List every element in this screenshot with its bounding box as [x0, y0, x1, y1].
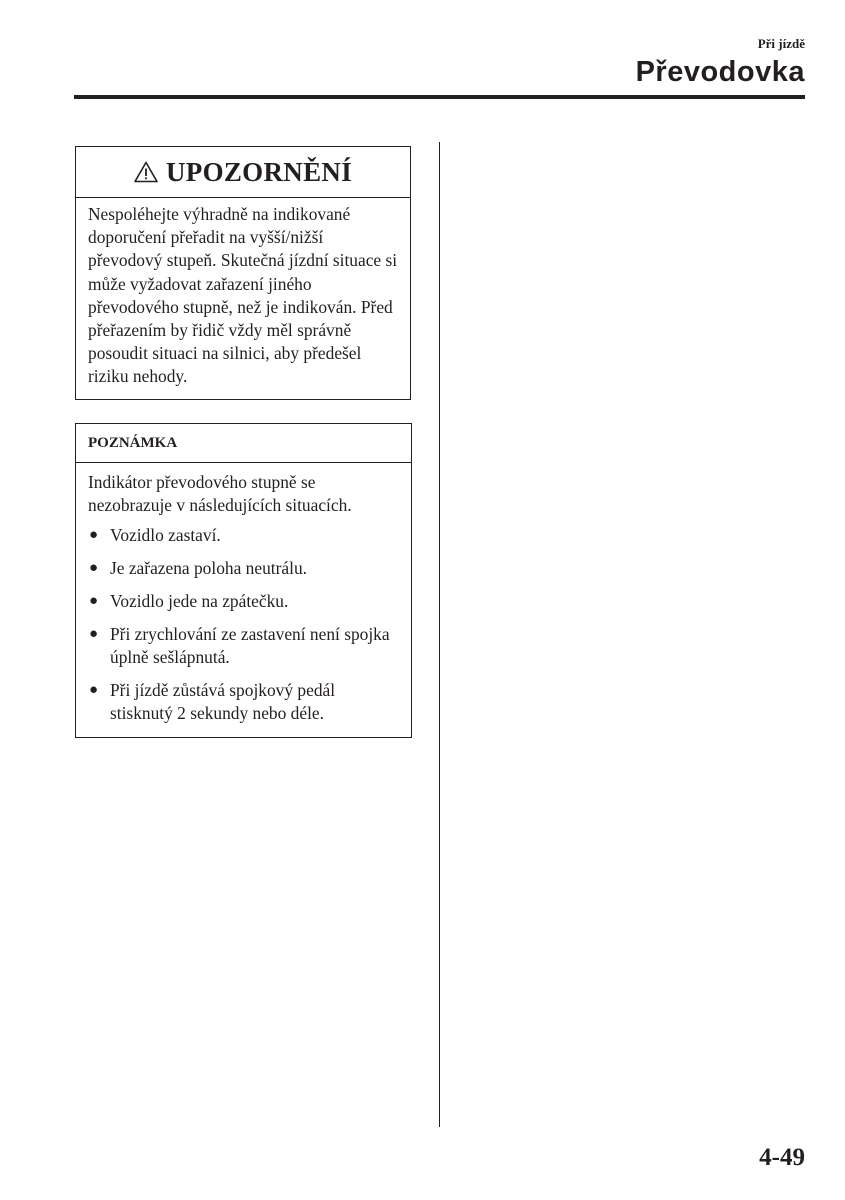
list-item	[88, 679, 399, 725]
warning-triangle-icon	[134, 161, 158, 183]
list-item-text: Při zrychlování ze zastavení není spojka úplně sešlápnutá.	[110, 624, 390, 667]
list-item-text: Vozidlo jede na zpátečku.	[110, 591, 289, 611]
warning-box	[75, 146, 411, 400]
warning-header	[76, 147, 410, 198]
list-item	[88, 590, 399, 613]
note-list	[88, 524, 399, 725]
warning-title: UPOZORNĚNÍ	[165, 156, 352, 187]
note-intro: Indikátor převodového stupně se nezobrazuje v následujících situacích.	[88, 472, 352, 515]
bullet-icon: ●	[89, 626, 99, 642]
note-body	[76, 463, 411, 737]
section-label: Při jízdě	[757, 36, 805, 51]
list-item-text: Při jízdě zůstává spojkový pedál stisknutý 2 sekundy nebo déle.	[110, 680, 336, 723]
column-divider	[439, 142, 440, 1127]
list-item-text: Vozidlo zastaví.	[110, 525, 221, 545]
list-item	[88, 557, 399, 580]
note-header: POZNÁMKA	[76, 424, 411, 463]
warning-text: Nespoléhejte výhradně na indikované doporučení přeřadit na vyšší/nižší převodový stupeň. Skutečná jízdní situace si může vyžadovat zařazení jiného převodového stupně, než je indikován. Před přeřazením by řidič vždy měl správně posoudit situaci na silnici, aby předešel riziku nehody.	[88, 204, 398, 387]
bullet-icon: ●	[89, 560, 99, 576]
bullet-icon: ●	[89, 593, 99, 609]
bullet-icon: ●	[89, 682, 99, 698]
list-item	[88, 524, 399, 547]
note-box	[75, 423, 412, 738]
header-rule	[74, 95, 805, 99]
page-number: 4-49	[759, 1144, 805, 1171]
bullet-icon: ●	[89, 527, 99, 543]
page-title: Převodovka	[635, 56, 805, 88]
list-item-text: Je zařazena poloha neutrálu.	[110, 558, 307, 578]
list-item	[88, 623, 399, 669]
